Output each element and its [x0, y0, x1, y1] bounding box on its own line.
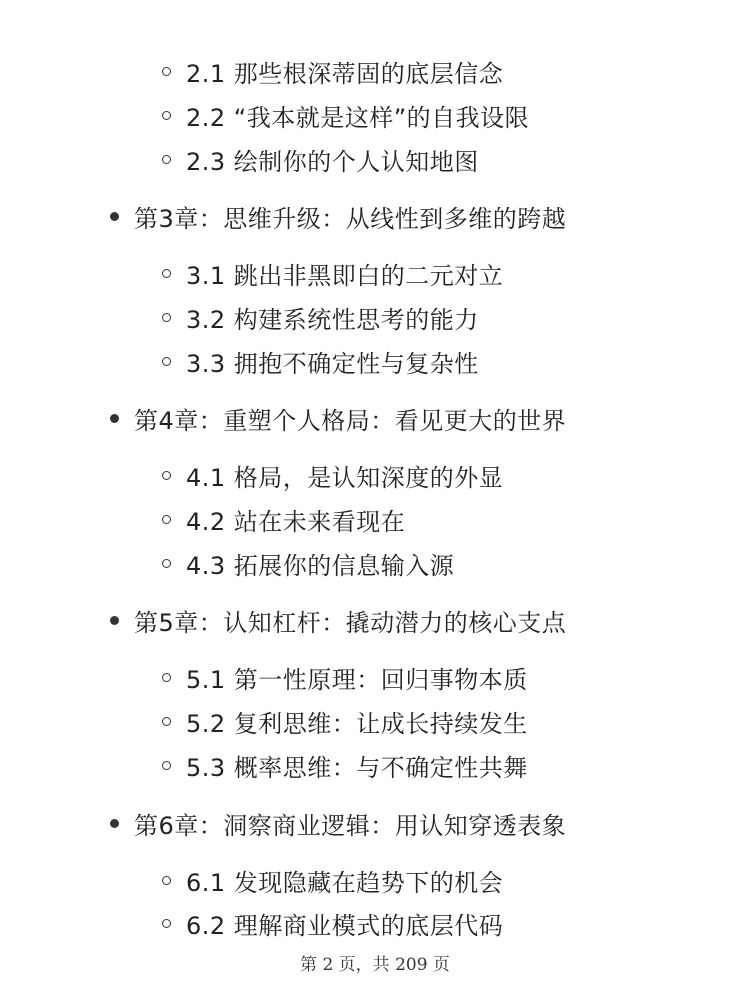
page-number-footer: 第 2 页，共 209 页 [300, 955, 450, 975]
toc-section-item[interactable] [162, 98, 529, 132]
hollow-bullet-icon [162, 269, 171, 278]
toc-section-item[interactable] [162, 344, 479, 378]
toc-section-item[interactable] [162, 54, 503, 88]
hollow-bullet-icon [162, 67, 171, 76]
toc-chapter-label: 第6章：洞察商业逻辑：用认知穿透表象 [134, 811, 567, 840]
toc-section-item[interactable] [162, 704, 528, 738]
hollow-bullet-icon [162, 717, 171, 726]
hollow-bullet-icon [162, 559, 171, 568]
filled-bullet-icon [110, 212, 119, 221]
toc-section-label: 5.1 第一性原理：回归事物本质 [186, 665, 528, 694]
toc-chapter-label: 第5章：认知杠杆：撬动潜力的核心支点 [134, 608, 567, 637]
filled-bullet-icon [110, 819, 119, 828]
toc-section-label: 2.3 绘制你的个人认知地图 [186, 147, 479, 176]
toc-section-item[interactable] [162, 546, 454, 580]
toc-chapter-item[interactable] [110, 806, 566, 840]
hollow-bullet-icon [162, 515, 171, 524]
toc-section-label: 3.2 构建系统性思考的能力 [186, 305, 479, 334]
filled-bullet-icon [110, 414, 119, 423]
hollow-bullet-icon [162, 313, 171, 322]
hollow-bullet-icon [162, 357, 171, 366]
toc-section-label: 3.1 跳出非黑即白的二元对立 [186, 261, 504, 290]
toc-section-item[interactable] [162, 300, 479, 334]
toc-section-label: 6.1 发现隐藏在趋势下的机会 [186, 868, 504, 897]
toc-chapter-item[interactable] [110, 603, 566, 637]
toc-section-label: 4.1 格局，是认知深度的外显 [186, 463, 504, 492]
hollow-bullet-icon [162, 111, 171, 120]
toc-chapter-item[interactable] [110, 401, 566, 435]
toc-section-item[interactable] [162, 502, 405, 536]
toc-section-item[interactable] [162, 142, 479, 176]
hollow-bullet-icon [162, 761, 171, 770]
toc-chapter-label: 第4章：重塑个人格局：看见更大的世界 [134, 406, 567, 435]
toc-section-label: 5.3 概率思维：与不确定性共舞 [186, 753, 528, 782]
toc-section-label: 4.2 站在未来看现在 [186, 507, 406, 536]
toc-section-item[interactable] [162, 660, 528, 694]
toc-chapter-item[interactable] [110, 199, 566, 233]
toc-section-item[interactable] [162, 256, 503, 290]
hollow-bullet-icon [162, 919, 171, 928]
toc-section-label: 5.2 复利思维：让成长持续发生 [186, 709, 528, 738]
toc-section-item[interactable] [162, 748, 528, 782]
hollow-bullet-icon [162, 471, 171, 480]
toc-section-item[interactable] [162, 906, 503, 940]
hollow-bullet-icon [162, 673, 171, 682]
filled-bullet-icon [110, 616, 119, 625]
toc-section-item[interactable] [162, 863, 503, 897]
toc-section-item[interactable] [162, 458, 503, 492]
toc-section-label: 6.2 理解商业模式的底层代码 [186, 911, 504, 940]
toc-section-label: 3.3 拥抱不确定性与复杂性 [186, 349, 479, 378]
hollow-bullet-icon [162, 155, 171, 164]
hollow-bullet-icon [162, 876, 171, 885]
toc-section-label: 2.1 那些根深蒂固的底层信念 [186, 59, 504, 88]
toc-section-label: 4.3 拓展你的信息输入源 [186, 551, 455, 580]
toc-chapter-label: 第3章：思维升级：从线性到多维的跨越 [134, 204, 567, 233]
toc-section-label: 2.2 “我本就是这样”的自我设限 [186, 103, 530, 132]
